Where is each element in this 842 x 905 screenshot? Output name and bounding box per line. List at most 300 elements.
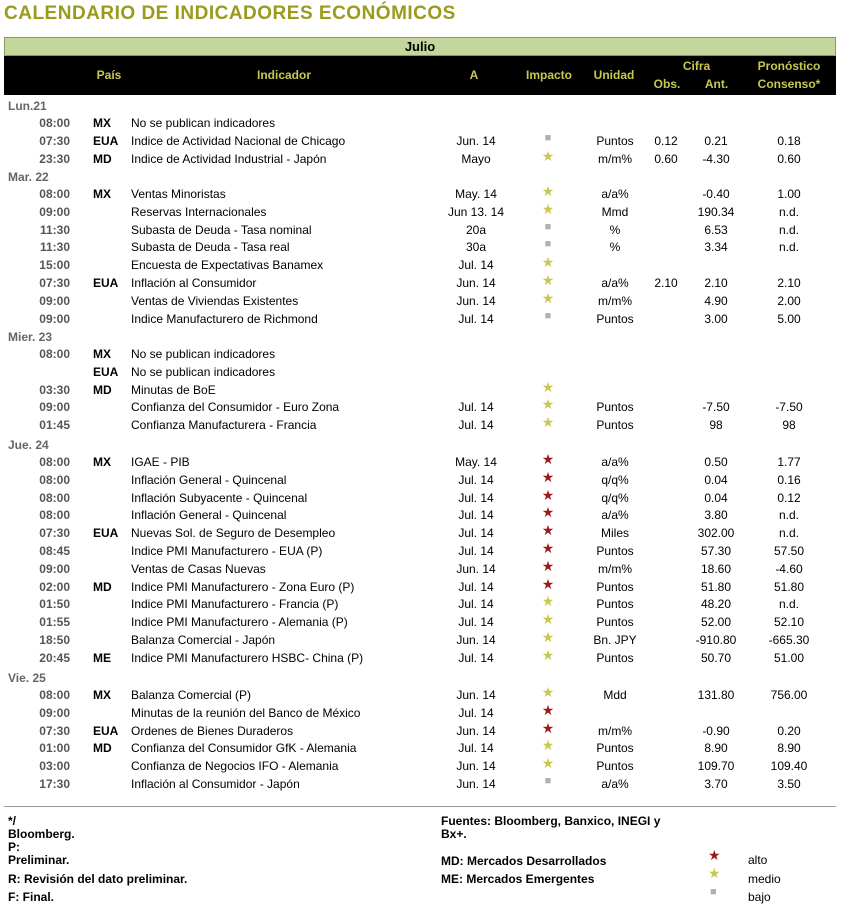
cell-time: 02:00	[39, 579, 70, 594]
cell-ant	[690, 347, 742, 362]
cell-con: 0.60	[777, 151, 801, 166]
cell-con: n.d.	[778, 222, 799, 237]
cell-ind: Balanza Comercial - Japón	[131, 633, 276, 647]
cell-a: Jun. 14	[456, 723, 496, 738]
cell-pais: EUA	[93, 364, 119, 379]
cell-ant: 51.80	[700, 579, 732, 594]
cell-ant: 18.60	[700, 561, 732, 576]
cell-ant: 131.80	[697, 688, 735, 702]
red-star-icon: ★	[541, 504, 555, 521]
cell-obs	[645, 706, 687, 721]
cell-uni: Puntos	[596, 615, 634, 630]
cell-uni: m/m%	[598, 293, 632, 308]
footer-md: MD: Mercados Desarrollados	[441, 854, 607, 868]
cell-time: 09:00	[39, 705, 70, 720]
cell-a: Jul. 14	[458, 490, 494, 505]
yellow-star-icon: ★	[541, 396, 555, 413]
header-cifra: Cifra	[682, 59, 711, 73]
header-a: A	[469, 68, 479, 82]
cell-con: 1.77	[777, 455, 801, 469]
cell-con: 51.00	[773, 650, 805, 665]
footer-note-star: */	[8, 814, 17, 828]
red-star-icon: ★	[541, 701, 555, 718]
cell-time: 08:00	[39, 455, 70, 469]
cell-obs	[645, 741, 687, 756]
cell-uni	[575, 383, 655, 398]
cell-obs	[645, 615, 687, 630]
cell-obs	[645, 544, 687, 559]
cell-con: 3.50	[777, 777, 801, 791]
cell-a: Jun. 14	[456, 561, 496, 576]
page-title: CALENDARIO DE INDICADORES ECONÓMICOS	[4, 3, 456, 24]
cell-obs	[645, 205, 687, 220]
day-label: Mar. 22	[8, 170, 49, 184]
cell-pais: MX	[93, 187, 111, 201]
cell-ant	[690, 706, 742, 721]
day-label: Jue. 24	[8, 438, 49, 452]
cell-con: 0.12	[777, 490, 801, 505]
cell-uni: Miles	[600, 526, 629, 541]
legend-gray-square-icon: ■	[710, 886, 717, 898]
cell-obs	[645, 365, 687, 380]
footer-divider	[4, 806, 836, 807]
gray-square-icon: ■	[544, 309, 552, 322]
cell-ant: 6.53	[704, 222, 728, 237]
cell-time: 20:45	[39, 650, 70, 665]
yellow-star-icon: ★	[541, 414, 555, 431]
cell-uni: Puntos	[596, 311, 634, 326]
cell-ant: 3.34	[704, 240, 728, 255]
cell-uni: m/m%	[598, 151, 632, 166]
cell-ind: Inflación al Consumidor - Japón	[131, 777, 300, 791]
header-ant: Ant.	[704, 77, 729, 91]
cell-time: 09:00	[39, 400, 70, 415]
table-header	[4, 56, 836, 95]
cell-ind: Ventas de Viviendas Existentes	[131, 293, 299, 308]
cell-time: 08:00	[39, 490, 70, 505]
cell-a	[420, 365, 532, 380]
cell-a: Mayo	[461, 151, 491, 166]
red-star-icon: ★	[541, 522, 555, 539]
cell-time: 03:00	[39, 759, 70, 774]
footer-fuentes-bx: Bx+.	[441, 827, 467, 841]
cell-con: n.d.	[778, 526, 799, 541]
cell-a: Jun. 14	[456, 633, 496, 647]
cell-ind: Indice de Actividad Nacional de Chicago	[131, 133, 346, 148]
header-impacto: Impacto	[525, 68, 572, 82]
cell-time	[0, 365, 70, 380]
cell-ant: 0.04	[704, 472, 728, 487]
yellow-star-icon: ★	[541, 684, 555, 700]
cell-a: Jul. 14	[458, 741, 494, 756]
cell-con	[748, 347, 830, 362]
cell-ant: 52.00	[700, 615, 732, 630]
header-pronostico: Pronóstico	[757, 59, 821, 73]
cell-uni	[575, 347, 655, 362]
cell-con	[748, 706, 830, 721]
yellow-star-icon: ★	[541, 755, 555, 772]
cell-ind: Confianza Manufacturera - Francia	[131, 418, 317, 433]
cell-a: Jul. 14	[458, 544, 494, 558]
yellow-star-icon: ★	[541, 737, 555, 754]
cell-con: 0.20	[777, 723, 801, 738]
footer-note-revision: R: Revisión del dato preliminar.	[8, 872, 188, 886]
cell-obs	[645, 580, 687, 595]
cell-uni: a/a%	[601, 777, 629, 791]
cell-a: Jul. 14	[458, 526, 494, 541]
cell-con: n.d.	[778, 204, 799, 219]
cell-ant: 302.00	[697, 526, 735, 541]
cell-ind: Ordenes de Bienes Duraderos	[131, 723, 294, 738]
cell-time: 01:45	[39, 418, 70, 433]
cell-obs	[645, 258, 687, 273]
cell-uni: Puntos	[596, 597, 634, 612]
cell-a: Jul. 14	[458, 472, 494, 487]
cell-ind: Indice PMI Manufacturero - EUA (P)	[131, 544, 323, 558]
cell-pais: MX	[93, 116, 111, 130]
day-label: Vie. 25	[8, 671, 46, 685]
yellow-star-icon: ★	[541, 593, 555, 610]
cell-obs	[645, 418, 687, 433]
cell-ant: -4.30	[702, 151, 730, 166]
cell-a	[420, 116, 532, 131]
yellow-star-icon: ★	[541, 611, 555, 628]
cell-uni: m/m%	[598, 561, 632, 576]
cell-time: 15:00	[39, 258, 70, 273]
day-label: Mier. 23	[8, 330, 53, 344]
cell-ant: 8.90	[704, 741, 728, 756]
cell-a: Jul. 14	[458, 508, 494, 523]
cell-a: Jun. 14	[456, 276, 496, 290]
cell-con: -7.50	[775, 400, 803, 415]
cell-con: 1.00	[777, 187, 801, 201]
cell-ant: 0.21	[704, 133, 728, 148]
cell-ant: -0.90	[702, 723, 730, 738]
yellow-star-icon: ★	[541, 646, 555, 663]
cell-a: Jul. 14	[458, 258, 494, 273]
red-star-icon: ★	[541, 540, 555, 556]
cell-time: 01:00	[39, 741, 70, 756]
footer-note-preliminar: Preliminar.	[8, 853, 70, 867]
cell-ind: Indice de Actividad Industrial - Japón	[131, 151, 327, 166]
red-star-icon: ★	[541, 468, 555, 485]
cell-obs	[645, 240, 687, 255]
cell-uni: a/a%	[601, 187, 629, 201]
cell-obs	[645, 187, 687, 202]
cell-ind: Encuesta de Expectativas Banamex	[131, 258, 324, 273]
cell-uni	[575, 365, 655, 380]
red-star-icon: ★	[541, 486, 555, 503]
yellow-star-icon: ★	[541, 629, 555, 645]
cell-uni	[575, 116, 655, 131]
footer-me: ME: Mercados Emergentes	[441, 872, 595, 886]
cell-obs	[645, 508, 687, 523]
cell-ant: 3.70	[704, 777, 728, 791]
gray-square-icon: ■	[544, 220, 552, 233]
cell-a: Jun. 14	[456, 293, 496, 308]
cell-a: Jul. 14	[458, 597, 494, 612]
yellow-star-icon: ★	[541, 272, 555, 288]
cell-obs	[645, 633, 687, 648]
cell-con: 756.00	[770, 688, 808, 702]
cell-ant: 190.34	[697, 204, 735, 219]
cell-con: n.d.	[778, 597, 799, 612]
cell-uni: Puntos	[596, 133, 634, 148]
cell-uni: Mdd	[603, 688, 627, 702]
cell-con: 0.16	[777, 472, 801, 487]
gray-square-icon: ■	[544, 131, 552, 144]
cell-a	[420, 383, 532, 398]
cell-time: 09:00	[39, 311, 70, 326]
cell-uni	[575, 258, 655, 273]
cell-time: 07:30	[39, 526, 70, 541]
cell-uni	[575, 706, 655, 721]
cell-ind: Inflación General - Quincenal	[131, 472, 287, 487]
cell-ant: 0.50	[704, 455, 728, 469]
cell-con: 57.50	[773, 544, 805, 558]
cell-time: 03:30	[39, 382, 70, 397]
cell-ant: 3.00	[704, 311, 728, 326]
header-pais: País	[96, 68, 122, 82]
cell-uni: Puntos	[596, 650, 634, 665]
cell-pais: EUA	[93, 133, 119, 148]
cell-uni: q/q%	[601, 472, 629, 487]
legend-bajo: bajo	[748, 890, 771, 904]
cell-time: 07:30	[39, 133, 70, 148]
cell-a: Jul. 14	[458, 615, 494, 630]
cell-ind: Indice PMI Manufacturero HSBC- China (P)	[131, 650, 364, 665]
cell-pais: MX	[93, 455, 111, 469]
cell-time: 07:30	[39, 723, 70, 738]
cell-pais: MX	[93, 688, 111, 702]
cell-uni: Puntos	[596, 759, 634, 774]
gray-square-icon: ■	[544, 775, 552, 787]
cell-time: 01:50	[39, 597, 70, 612]
cell-time: 08:00	[39, 472, 70, 487]
cell-time: 11:30	[39, 240, 70, 255]
cell-ind: Confianza del Consumidor - Euro Zona	[131, 400, 340, 415]
cell-obs	[645, 400, 687, 415]
red-star-icon: ★	[541, 451, 555, 467]
cell-a: Jul. 14	[458, 311, 494, 326]
cell-con: n.d.	[778, 240, 799, 255]
cell-ant: -7.50	[702, 400, 730, 415]
cell-uni: Puntos	[596, 544, 634, 558]
cell-time: 08:45	[39, 544, 70, 558]
cell-ind: Inflación al Consumidor	[131, 276, 257, 290]
cell-con: 8.90	[777, 741, 801, 756]
cell-pais: MX	[93, 347, 111, 361]
cell-ind: No se publican indicadores	[131, 364, 276, 379]
cell-ind: Indice PMI Manufacturero - Francia (P)	[131, 597, 339, 612]
cell-ind: Inflación General - Quincenal	[131, 508, 287, 523]
yellow-star-icon: ★	[541, 254, 555, 271]
header-indicador: Indicador	[256, 68, 311, 82]
red-star-icon: ★	[541, 557, 555, 574]
cell-time: 08:00	[39, 187, 70, 201]
cell-ind: Indice PMI Manufacturero - Alemania (P)	[131, 615, 348, 630]
cell-ant	[690, 365, 742, 380]
cell-pais: EUA	[93, 276, 119, 290]
cell-con	[748, 383, 830, 398]
cell-time: 09:00	[39, 293, 70, 308]
cell-obs: 0.12	[654, 133, 678, 148]
cell-con: 52.10	[773, 615, 805, 630]
cell-ant: 2.10	[704, 276, 728, 290]
cell-uni: %	[609, 222, 621, 237]
cell-a: Jul. 14	[458, 579, 494, 594]
cell-ind: Minutas de la reunión del Banco de México	[131, 705, 361, 720]
month-bar: Julio	[4, 37, 836, 56]
cell-pais: MD	[93, 579, 112, 594]
cell-a	[420, 347, 532, 362]
header-obs: Obs.	[653, 77, 681, 91]
cell-a: Jun. 14	[456, 688, 496, 702]
cell-obs	[645, 294, 687, 309]
cell-con: 2.10	[777, 276, 801, 290]
cell-obs	[645, 116, 687, 131]
cell-pais: MD	[93, 741, 112, 756]
footer-note-p: P:	[8, 840, 20, 854]
cell-obs: 2.10	[654, 276, 678, 290]
cell-ant: 50.70	[700, 650, 732, 665]
cell-uni: a/a%	[601, 508, 629, 523]
cell-con: 98	[782, 418, 796, 433]
header-consenso: Consenso*	[757, 77, 821, 91]
cell-con: -4.60	[775, 561, 803, 576]
cell-ant: 3.80	[704, 508, 728, 523]
cell-uni: m/m%	[598, 723, 632, 738]
cell-a: May. 14	[455, 455, 497, 469]
legend-medio: medio	[748, 872, 781, 886]
gray-square-icon: ■	[544, 238, 552, 251]
cell-ind: Balanza Comercial (P)	[131, 688, 252, 702]
cell-a: Jun. 14	[456, 133, 496, 148]
cell-a: Jul. 14	[458, 418, 494, 433]
cell-ant: 57.30	[700, 544, 732, 558]
cell-con	[748, 258, 830, 273]
footer-note-bloomberg: Bloomberg.	[8, 827, 75, 841]
cell-con: n.d.	[778, 508, 799, 523]
cell-ind: Inflación Subyacente - Quincenal	[131, 490, 308, 505]
cell-obs	[645, 688, 687, 703]
cell-obs	[645, 473, 687, 488]
cell-uni: Puntos	[596, 579, 634, 594]
cell-ind: Indice PMI Manufacturero - Zona Euro (P)	[131, 579, 355, 594]
cell-time: 08:00	[39, 116, 70, 130]
yellow-star-icon: ★	[541, 200, 555, 217]
cell-obs	[645, 455, 687, 470]
cell-uni: a/a%	[601, 455, 629, 469]
cell-ant: 98	[709, 418, 723, 433]
cell-con: -665.30	[768, 633, 810, 647]
cell-time: 18:50	[39, 633, 70, 647]
cell-con	[748, 365, 830, 380]
legend-alto: alto	[748, 853, 768, 867]
cell-a: 30a	[465, 240, 487, 255]
cell-pais: MD	[93, 382, 112, 397]
cell-obs	[645, 597, 687, 612]
cell-obs	[645, 651, 687, 666]
legend-red-star-icon: ★	[708, 847, 721, 863]
cell-time: 07:30	[39, 276, 70, 290]
cell-obs	[645, 777, 687, 792]
red-star-icon: ★	[541, 575, 555, 592]
yellow-star-icon: ★	[541, 378, 555, 395]
cell-time: 01:55	[39, 615, 70, 630]
cell-ind: Subasta de Deuda - Tasa real	[131, 240, 290, 255]
cell-time: 08:00	[39, 508, 70, 523]
footer-fuentes: Fuentes: Bloomberg, Banxico, INEGI y	[441, 814, 661, 828]
cell-pais: EUA	[93, 723, 119, 738]
cell-uni: %	[609, 240, 621, 255]
cell-obs	[645, 526, 687, 541]
cell-uni: q/q%	[601, 490, 629, 505]
cell-ind: Confianza de Negocios IFO - Alemania	[131, 759, 339, 774]
cell-ind: Subasta de Deuda - Tasa nominal	[131, 222, 312, 237]
cell-obs	[645, 724, 687, 739]
cell-a: May. 14	[455, 187, 497, 201]
cell-ind: Nuevas Sol. de Seguro de Desempleo	[131, 526, 336, 541]
cell-ind: Confianza del Consumidor GfK - Alemania	[131, 741, 357, 756]
cell-ant: 4.90	[704, 293, 728, 308]
cell-obs	[645, 491, 687, 506]
cell-time: 17:30	[39, 777, 70, 791]
cell-uni: Puntos	[596, 741, 634, 756]
cell-time: 11:30	[39, 222, 70, 237]
cell-ind: No se publican indicadores	[131, 347, 276, 361]
cell-a: Jun 13. 14	[447, 204, 505, 219]
cell-ant	[690, 258, 742, 273]
cell-ant: -0.40	[702, 187, 730, 201]
cell-pais: ME	[93, 650, 111, 665]
legend-yellow-star-icon: ★	[708, 865, 721, 881]
cell-ant: -910.80	[695, 633, 737, 647]
cell-obs	[645, 347, 687, 362]
cell-ant: 48.20	[700, 597, 732, 612]
cell-ant	[690, 383, 742, 398]
cell-con: 2.00	[777, 293, 801, 308]
cell-a: Jul. 14	[458, 400, 494, 415]
cell-obs: 0.60	[654, 151, 678, 166]
cell-ind: Reservas Internacionales	[131, 204, 267, 219]
cell-ind: No se publican indicadores	[131, 116, 276, 130]
cell-ind: Ventas Minoristas	[131, 187, 226, 201]
cell-con	[748, 116, 830, 131]
cell-time: 08:00	[39, 347, 70, 361]
cell-time: 09:00	[39, 561, 70, 576]
cell-ind: IGAE - PIB	[131, 455, 190, 469]
yellow-star-icon: ★	[541, 147, 555, 164]
cell-con: 51.80	[773, 579, 805, 594]
cell-obs	[645, 562, 687, 577]
cell-obs	[645, 223, 687, 238]
yellow-star-icon: ★	[541, 289, 555, 306]
cell-time: 09:00	[39, 204, 70, 219]
cell-uni: Mmd	[601, 204, 629, 219]
cell-ind: Minutas de BoE	[131, 382, 216, 397]
footer-note-final: F: Final.	[8, 890, 54, 904]
cell-time: 08:00	[39, 688, 70, 702]
cell-con: 109.40	[770, 759, 808, 774]
header-unidad: Unidad	[593, 68, 635, 82]
cell-obs	[645, 312, 687, 327]
cell-ind: Indice Manufacturero de Richmond	[131, 311, 318, 326]
cell-time: 23:30	[39, 151, 70, 166]
cell-uni: Bn. JPY	[593, 633, 637, 647]
red-star-icon: ★	[541, 719, 555, 736]
yellow-star-icon: ★	[541, 183, 555, 199]
